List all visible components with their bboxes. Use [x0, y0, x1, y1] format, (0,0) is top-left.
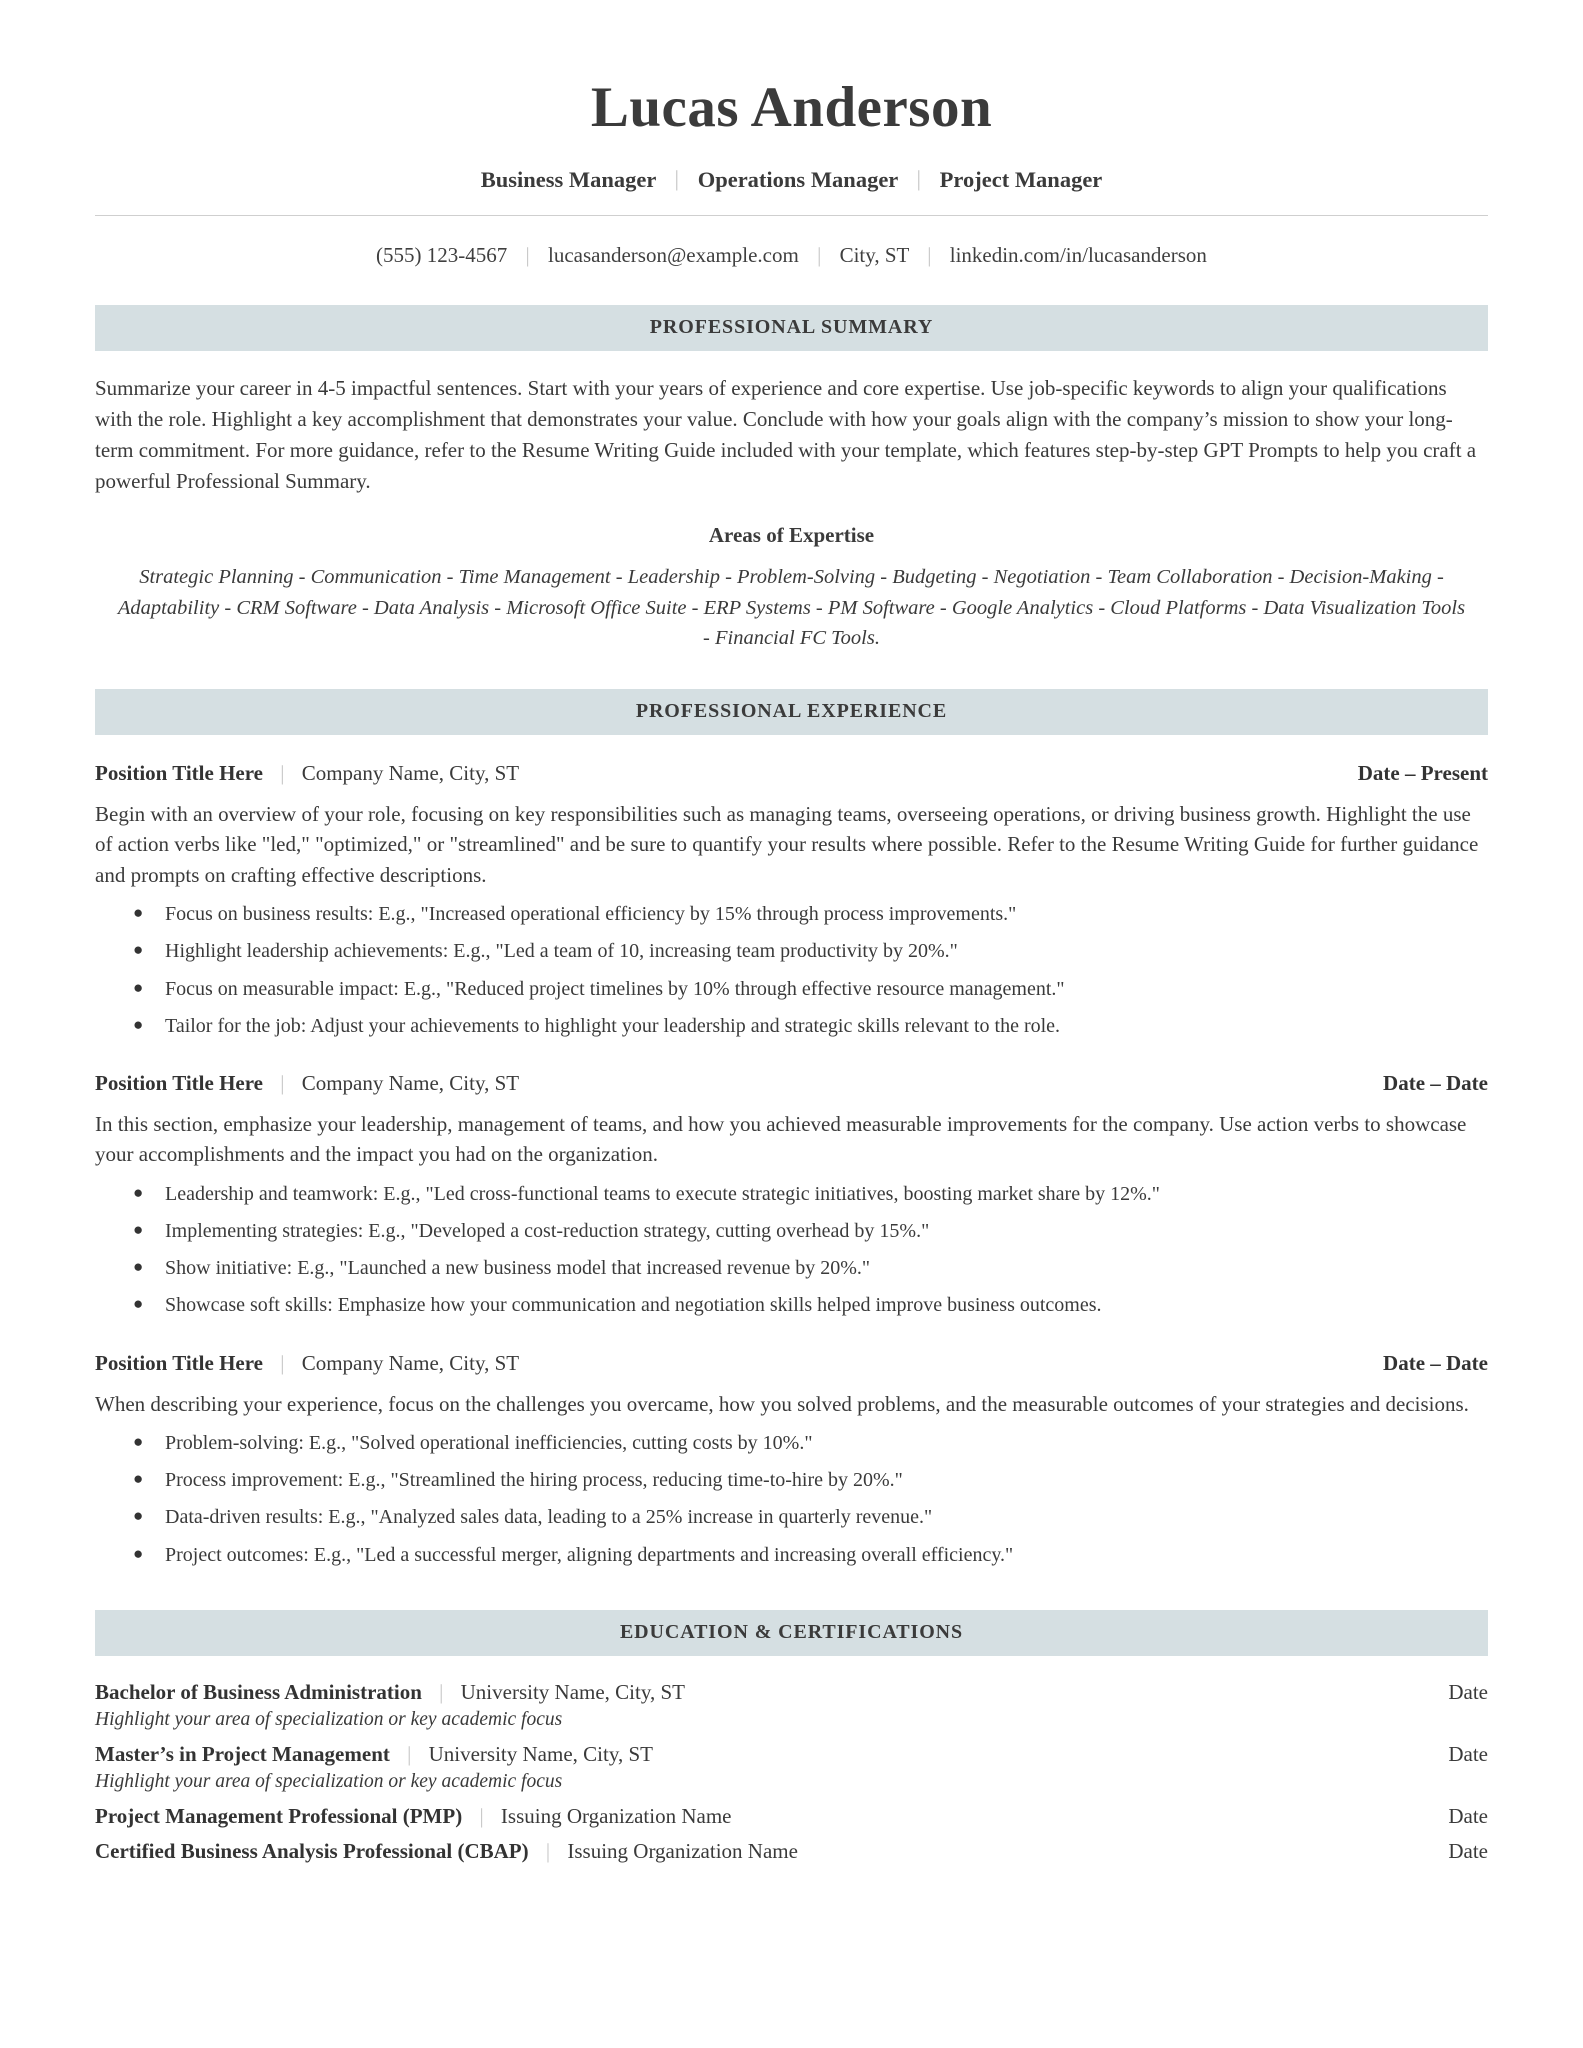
tagline-separator-icon: | — [916, 165, 922, 191]
list-item — [133, 971, 1488, 1008]
education-entry-title-row — [95, 1680, 685, 1705]
certification-date: Date — [1448, 1839, 1488, 1864]
contact-email[interactable]: lucasanderson@example.com — [548, 242, 799, 267]
bullet-text: Process improvement: E.g., "Streamlined the hiring process, reducing time-to-hire by 20%." — [165, 1469, 903, 1492]
tagline-separator-icon: | — [674, 165, 680, 191]
bullet-icon: ● — [133, 1469, 144, 1489]
position-title: Position Title Here — [95, 1070, 263, 1095]
list-item — [133, 1425, 1488, 1462]
bullet-text: Implementing strategies: E.g., "Developed a cost-reduction strategy, cutting overhead by 15%." — [165, 1219, 930, 1242]
experience-entry-header — [95, 1071, 1488, 1096]
experience-entry — [95, 1351, 1488, 1574]
bullet-text: Showcase soft skills: Emphasize how your communication and negotiation skills helped improve business outcomes. — [165, 1294, 1102, 1317]
bullet-icon: ● — [133, 1219, 144, 1239]
list-item — [133, 1499, 1488, 1536]
bullet-text: Tailor for the job: Adjust your achievements to highlight your leadership and strategic skills relevant to the role. — [165, 1014, 1061, 1037]
bullet-icon: ● — [133, 1294, 144, 1314]
tagline-row — [95, 166, 1488, 193]
certification-date: Date — [1448, 1804, 1488, 1829]
bullet-text: Data-driven results: E.g., "Analyzed sales data, leading to a 25% increase in quarterly revenue." — [165, 1506, 933, 1529]
experience-description: Begin with an overview of your role, focusing on key responsibilities such as managing teams, overseeing operations, or driving business growth. Highlight the use of action verbs like "led," "optimized," or "streamlined" and be sure to quantify your results where possible. Refer to the Resume Writing Guide for further guidance and prompts on crafting effective descriptions. — [95, 801, 1479, 887]
bullet-icon: ● — [133, 940, 144, 960]
certification-separator-icon: | — [545, 1839, 551, 1864]
bullet-text: Show initiative: E.g., "Launched a new business model that increased revenue by 20%." — [165, 1257, 871, 1280]
bullet-icon: ● — [133, 1506, 144, 1526]
bullet-text: Focus on business results: E.g., "Increased operational efficiency by 15% through process improvements." — [165, 903, 1017, 926]
experience-entry-header — [95, 761, 1488, 786]
education-entry — [95, 1680, 1488, 1705]
list-item — [133, 1287, 1488, 1324]
experience-entry-title-row — [95, 1351, 519, 1376]
bullet-text: Highlight leadership achievements: E.g., "Led a team of 10, increasing team productivity by 20%." — [165, 940, 958, 963]
institution-name: University Name, City, ST — [460, 1679, 685, 1704]
contact-linkedin[interactable]: linkedin.com/in/lucasanderson — [949, 242, 1207, 267]
employment-date: Date – Date — [1383, 1350, 1488, 1375]
list-item — [133, 1176, 1488, 1213]
experience-bullet-list — [95, 1176, 1488, 1325]
employment-date: Date – Date — [1383, 1070, 1488, 1095]
experience-description: When describing your experience, focus on the challenges you overcame, how you solved problems, and the measurable outcomes of your strategies and decisions. — [95, 1391, 1469, 1416]
education-list — [95, 1680, 1488, 1865]
bullet-icon: ● — [133, 903, 144, 923]
institution-name: University Name, City, ST — [428, 1742, 653, 1767]
title-separator-icon: | — [280, 1070, 285, 1095]
contact-phone: (555) 123-4567 — [376, 242, 508, 267]
contact-separator-icon: | — [525, 242, 530, 267]
section-heading-experience: PROFESSIONAL EXPERIENCE — [95, 689, 1488, 735]
education-entry — [95, 1742, 1488, 1767]
education-note: Highlight your area of specialization or key academic focus — [95, 1708, 563, 1730]
contact-separator-icon: | — [817, 242, 822, 267]
list-item — [133, 1008, 1488, 1045]
header-divider — [95, 215, 1488, 216]
list-item — [133, 1537, 1488, 1574]
list-item — [133, 1250, 1488, 1287]
summary-paragraph: Summarize your career in 4-5 impactful sentences. Start with your years of experience and core expertise. Use job-specific keywords to align your qualifications with the role. Highlight a key accomplishment that demonstrates your value. Conclude with how your goals align with the company’s mission to show your long-term commitment. For more guidance, refer to the Resume Writing Guide included with your template, which features step-by-step GPT Prompts to help you craft a powerful Professional Summary. — [95, 376, 1477, 494]
bullet-text: Leadership and teamwork: E.g., "Led cross-functional teams to execute strategic initiatives, boosting market share by 12%." — [165, 1182, 1160, 1205]
section-heading-summary: PROFESSIONAL SUMMARY — [95, 305, 1488, 351]
certification-entry — [95, 1839, 1488, 1864]
contact-location: City, ST — [839, 242, 910, 267]
education-date: Date — [1448, 1742, 1488, 1767]
certification-name: Project Management Professional (PMP) — [95, 1804, 463, 1829]
experience-entry-title-row — [95, 761, 519, 786]
bullet-text: Project outcomes: E.g., "Led a successful merger, aligning departments and increasing overall efficiency." — [165, 1543, 1014, 1566]
issuing-organization: Issuing Organization Name — [567, 1839, 798, 1864]
contact-separator-icon: | — [927, 242, 932, 267]
list-item — [133, 896, 1488, 933]
company-name: Company Name, City, ST — [301, 760, 520, 785]
page-title: Lucas Anderson — [590, 76, 993, 139]
areas-of-expertise-list: Strategic Planning - Communication - Time Management - Leadership - Problem-Solving - Budgeting - Negotiation - Team Collaboration - Decision-Making - Adaptability - CRM Software - Data Analysis - Microsoft Office Suite - ERP Systems - PM Software - Google Analytics - Cloud Platforms - Data Visualization Tools - Financial FC Tools. — [117, 566, 1466, 649]
degree-name: Bachelor of Business Administration — [95, 1679, 422, 1704]
tagline-1: Business Manager — [480, 166, 656, 192]
company-name: Company Name, City, ST — [301, 1350, 520, 1375]
position-title: Position Title Here — [95, 1350, 263, 1375]
issuing-organization: Issuing Organization Name — [500, 1804, 732, 1829]
bullet-icon: ● — [133, 977, 144, 997]
certification-separator-icon: | — [479, 1804, 484, 1829]
bullet-text: Problem-solving: E.g., "Solved operational inefficiencies, cutting costs by 10%." — [165, 1431, 813, 1454]
employment-date: Date – Present — [1357, 760, 1488, 785]
experience-entry — [95, 761, 1488, 1045]
bullet-icon: ● — [133, 1431, 144, 1451]
list-item — [133, 933, 1488, 970]
experience-entry-header — [95, 1351, 1488, 1376]
section-heading-education: EDUCATION & CERTIFICATIONS — [95, 1610, 1488, 1656]
tagline-3: Project Manager — [939, 166, 1103, 192]
certification-entry-title-row — [95, 1804, 731, 1829]
certification-entry — [95, 1804, 1488, 1829]
tagline-2: Operations Manager — [697, 166, 898, 192]
bullet-icon: ● — [133, 1543, 144, 1563]
title-separator-icon: | — [280, 1350, 285, 1375]
bullet-icon: ● — [133, 1257, 144, 1277]
degree-name: Master’s in Project Management — [95, 1742, 390, 1767]
education-note: Highlight your area of specialization or key academic focus — [95, 1771, 563, 1793]
experience-bullet-list — [95, 896, 1488, 1045]
contact-row — [95, 242, 1488, 269]
position-title: Position Title Here — [95, 760, 263, 785]
areas-of-expertise-title: Areas of Expertise — [708, 523, 875, 548]
degree-separator-icon: | — [407, 1742, 412, 1767]
degree-separator-icon: | — [439, 1679, 444, 1704]
experience-description: In this section, emphasize your leadership, management of teams, and how you achieved measurable improvements for the company. Use action verbs to showcase your accomplishments and the impact you had on the organization. — [95, 1111, 1467, 1167]
bullet-text: Focus on measurable impact: E.g., "Reduced project timelines by 10% through effective resource management." — [165, 977, 1065, 1000]
bullet-icon: ● — [133, 1182, 144, 1202]
title-separator-icon: | — [280, 760, 285, 785]
experience-entry-title-row — [95, 1071, 519, 1096]
education-date: Date — [1448, 1679, 1488, 1704]
experience-entry — [95, 1071, 1488, 1325]
education-entry-title-row — [95, 1742, 653, 1767]
certification-name: Certified Business Analysis Professional (CBAP) — [95, 1839, 529, 1864]
certification-entry-title-row — [95, 1839, 798, 1864]
company-name: Company Name, City, ST — [301, 1070, 520, 1095]
list-item — [133, 1213, 1488, 1250]
list-item — [133, 1462, 1488, 1499]
experience-bullet-list — [95, 1425, 1488, 1574]
bullet-icon: ● — [133, 1014, 144, 1034]
